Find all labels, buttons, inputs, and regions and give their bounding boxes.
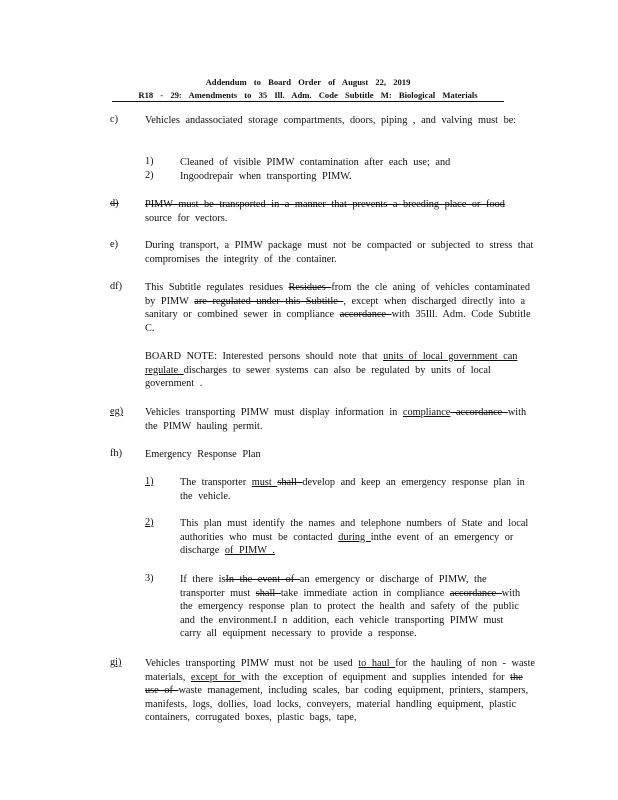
plain-text: take immediate action in compliance (280, 587, 450, 599)
item-c-sub1-num: 1) (145, 156, 154, 167)
plain-text: for the hauling of non - waste materials, (145, 658, 536, 683)
item-text-i (145, 657, 537, 725)
item-label-h: fh) (110, 448, 123, 459)
underlined-text: units of local government can regulate (145, 351, 518, 376)
struck-text: shall (277, 477, 303, 488)
item-text-f (145, 281, 537, 335)
item-h-sub3-num: 3) (145, 573, 154, 584)
underlined-text: of PIMW . (224, 545, 275, 557)
board-note (145, 350, 537, 391)
plain-text: inthe event of an emergency or discharge (180, 531, 514, 557)
struck-text: accordance (450, 407, 508, 418)
item-h-sub1-num: 1) (145, 476, 154, 487)
underlined-text: compliance (402, 407, 451, 418)
plain-text: discharges to sewer systems can also be regulated by units of local government . (145, 364, 491, 390)
plain-text: with the emergency response plan to protect the health and safety of the public and the environment.I n addition, each vehicle transporting PIMW must carry all equipment necessary to provide a response. (180, 587, 521, 640)
item-c-sub2-text: Ingoodrepair when transporting PIMW. (180, 171, 352, 182)
item-h-sub2-num: 2) (145, 517, 154, 528)
header-line-1: Addendum to Board Order of August 22, 2019 (205, 77, 411, 87)
struck-text: accordance (339, 309, 392, 321)
plain-text: with the PIMW hauling permit. (145, 407, 527, 432)
item-text-e: During transport, a PIMW package must not be compacted or subjected to stress that compromises the integrity of the container. (145, 240, 534, 265)
item-h-sub2-text (180, 517, 530, 558)
struck-text: are regulated under this Subtitle (194, 295, 344, 307)
struck-text: the use of (145, 671, 523, 697)
item-label-e: e) (110, 239, 118, 250)
item-label-d: d) (110, 198, 119, 209)
underlined-text: must (251, 477, 278, 488)
struck-text: PIMW must be transported in a manner that prevents a breeding place or food (145, 199, 505, 210)
plain-text: develop and keep an emergency response plan in the vehicle. (180, 477, 525, 502)
plain-text: with the exception of equipment and supplies intended for (240, 671, 511, 683)
item-text-c: Vehicles andassociated storage compartments, doors, piping , and valving must be: (145, 115, 517, 126)
plain-text: from the cle aning of vehicles contaminated by PIMW (145, 282, 531, 307)
plain-text: If there is (180, 574, 226, 585)
item-label-g (110, 406, 123, 417)
plain-text: BOARD NOTE: Interested persons should note that (145, 351, 384, 362)
item-label-f: df) (110, 281, 123, 292)
plain-text: This plan must identify the names and telephone numbers of State and local authorities who must be contacted (180, 518, 529, 543)
item-c-sub1-text: Cleaned of visible PIMW contamination after each use; and (180, 157, 451, 168)
item-h-sub3-text (180, 573, 530, 641)
plain-text: , except when discharged directly into a sanitary or combined sewer in compliance (145, 295, 526, 321)
item-c-sub2-num: 2) (145, 170, 154, 181)
item-h-sub1-text (180, 476, 530, 503)
plain-text: The transporter (180, 477, 252, 488)
struck-text: Residues (288, 282, 332, 293)
plain-text: an emergency or discharge of PIMW, the transporter must (180, 574, 487, 599)
underlined-text: to haul (358, 658, 396, 669)
struck-text: In the event of (225, 574, 300, 585)
plain-text: source for vectors. (145, 212, 228, 224)
item-label-g-text: eg) (110, 406, 124, 417)
underlined-text: except for (190, 671, 241, 683)
plain-text: Vehicles transporting PIMW must not be used (145, 658, 359, 669)
item-label-i (110, 657, 121, 668)
plain-text: waste management, including scales, bar coding equipment, printers, stampers, manifests, logs, dollies, load locks, conveyers, material handling equipment, plastic containers, corrugated boxes, plastic bags, tape, (145, 685, 529, 724)
item-text-h: Emergency Response Plan (145, 449, 261, 460)
plain-text: Vehicles transporting PIMW must display information in (145, 407, 403, 418)
struck-text: shall (255, 587, 281, 599)
plain-text: This Subtitle regulates residues (145, 282, 289, 293)
item-text-d (145, 198, 537, 225)
underlined-text: during (338, 531, 371, 543)
item-label-c: c) (110, 114, 118, 125)
item-label-i-text: gi) (110, 657, 122, 668)
item-text-g (145, 406, 537, 433)
plain-text: with 35Ill. Adm. Code Subtitle C. (145, 309, 531, 334)
header-line-2: R18 - 29: Amendments to 35 Ill. Adm. Code Subtitle M: Biological Materials (112, 90, 504, 102)
struck-text: accordance (449, 587, 502, 599)
